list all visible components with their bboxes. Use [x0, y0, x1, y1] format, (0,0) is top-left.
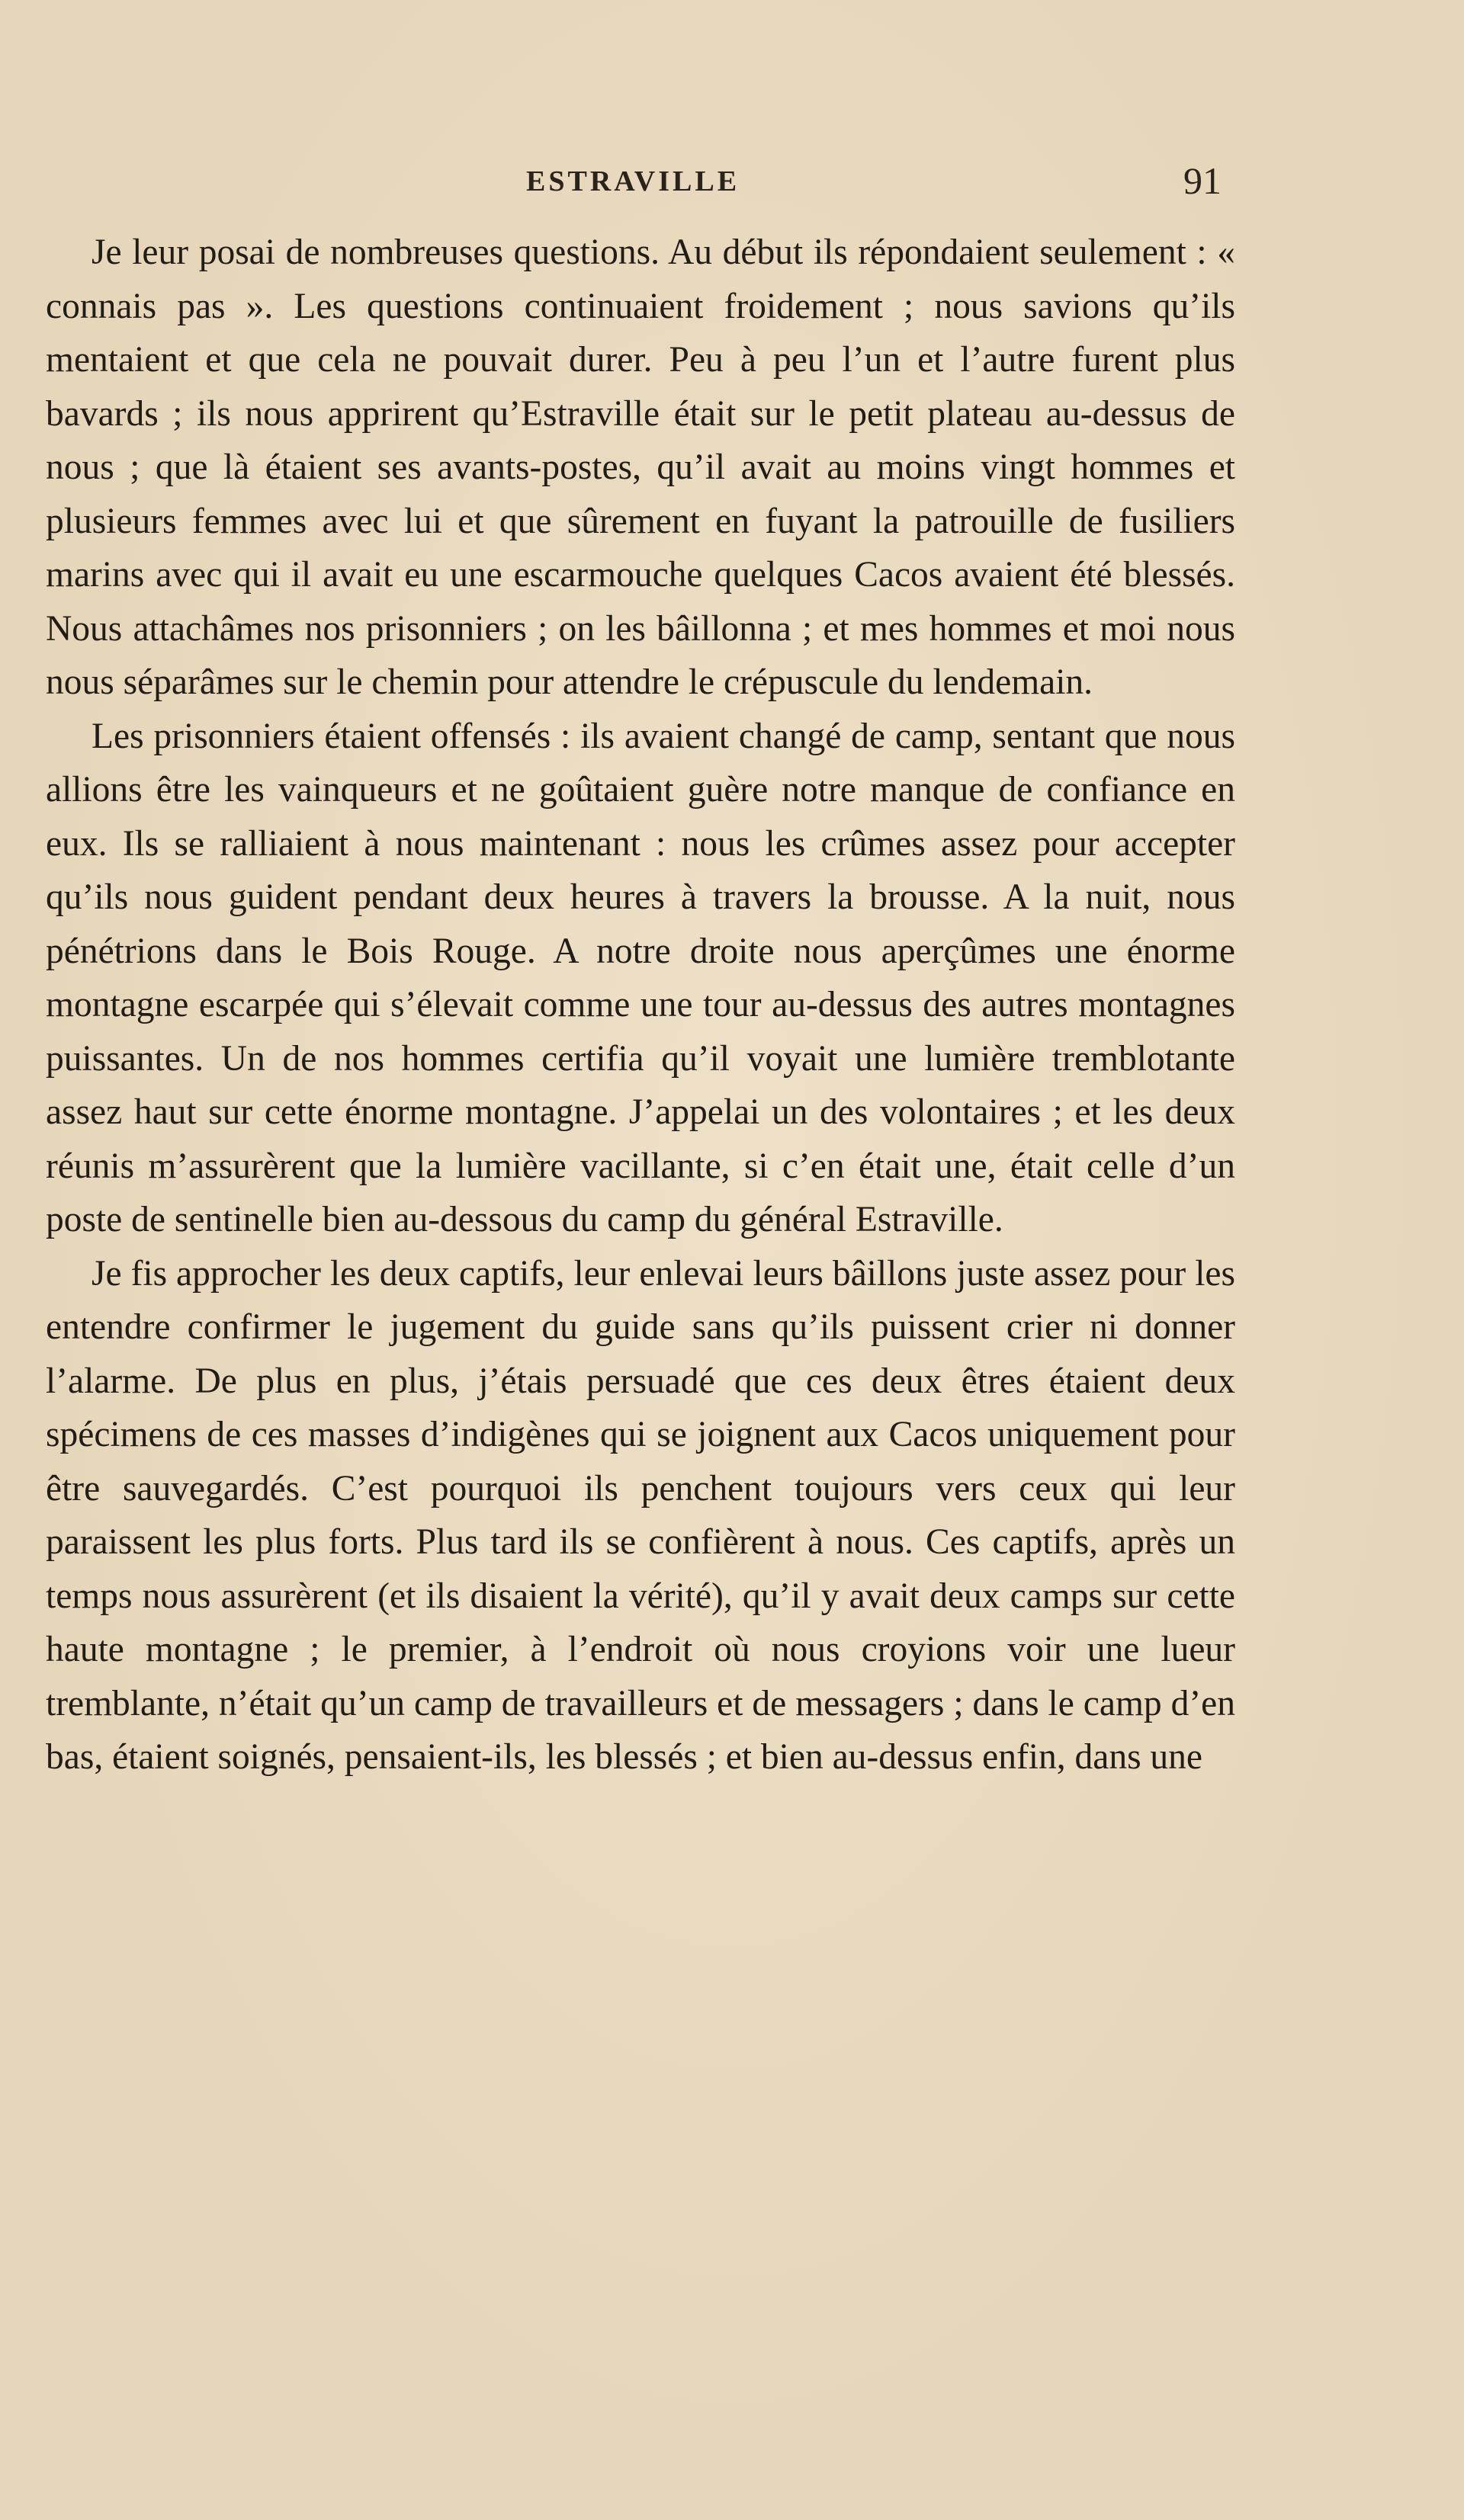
- body-text: [46, 226, 1235, 1784]
- paragraph: Je fis approcher les deux captifs, leur enlevai leurs bâillons juste assez pour les entendre confirmer le jugement du guide sans qu’ils puissent crier ni donner l’alarme. De plus en plus, j’étais persuadé que ces deux êtres étaient deux spécimens de ces masses d’indigènes qui se joignent aux Cacos uniquement pour être sauvegardés. C’est pourquoi ils penchent toujours vers ceux qui leur paraissent les plus forts. Plus tard ils se confièrent à nous. Ces captifs, après un temps nous assurèrent (et ils disaient la vérité), qu’il y avait deux camps sur cette haute montagne ; le premier, à l’endroit où nous croyions voir une lueur tremblante, n’était qu’un camp de travailleurs et de messagers ; dans le camp d’en bas, étaient soignés, pensaient-ils, les blessés ; et bien au-dessus enfin, dans une: [46, 1253, 1235, 1777]
- page-number: 91: [1183, 159, 1222, 202]
- paragraph: Je leur posai de nombreuses questions. Au début ils répondaient seulement : « connais pas ». Les questions continuaient froidement ; nous savions qu’ils mentaient et que cela ne pouvait durer. Peu à peu l’un et l’autre furent plus bavards ; ils nous apprirent qu’Estraville était sur le petit plateau au-dessus de nous ; que là étaient ses avants-postes, qu’il avait au moins vingt hommes et plusieurs femmes avec lui et que sûrement en fuyant la patrouille de fusiliers marins avec qui il avait eu une escarmouche quelques Cacos avaient été blessés. Nous attachâmes nos prisonniers ; on les bâillonna ; et mes hommes et moi nous nous séparâmes sur le chemin pour attendre le crépuscule du lendemain.: [46, 232, 1235, 702]
- paragraph: Les prisonniers étaient offensés : ils avaient changé de camp, sentant que nous allions être les vainqueurs et ne goûtaient guère notre manque de confiance en eux. Ils se ralliaient à nous maintenant : nous les crûmes assez pour accepter qu’ils nous guident pendant deux heures à travers la brousse. A la nuit, nous pénétrions dans le Bois Rouge. A notre droite nous aperçûmes une énorme montagne escarpée qui s’élevait comme une tour au-dessus des autres montagnes puissantes. Un de nos hommes certifia qu’il voyait une lumière tremblotante assez haut sur cette énorme montagne. J’appelai un des volontaires ; et les deux réunis m’assurèrent que la lumière vacillante, si c’en était une, était celle d’un poste de sentinelle bien au-dessous du camp du général Estraville.: [46, 716, 1235, 1239]
- running-head: [0, 159, 1464, 212]
- running-title: ESTRAVILLE: [526, 165, 740, 197]
